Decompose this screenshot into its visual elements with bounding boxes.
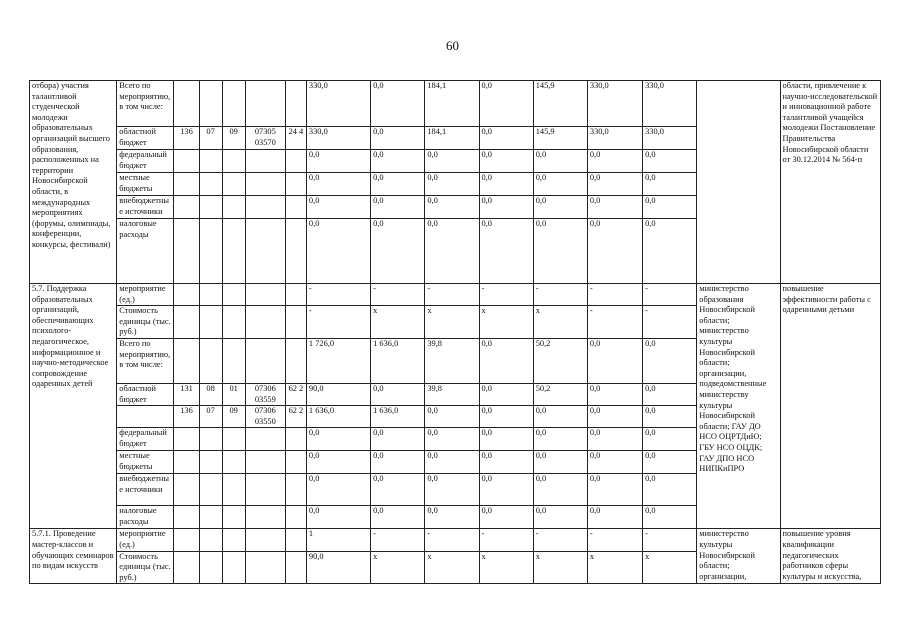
value-cell: - xyxy=(587,529,642,551)
budget-code-cell xyxy=(174,196,199,219)
value-cell: 0,0 xyxy=(587,383,642,405)
budget-code-cell xyxy=(285,474,306,506)
value-cell: 0,0 xyxy=(306,428,370,451)
budget-code-cell xyxy=(285,196,306,219)
budget-code-cell xyxy=(222,551,245,584)
value-cell: 0,0 xyxy=(643,173,697,196)
value-cell: - xyxy=(643,306,697,339)
value-cell: 0,0 xyxy=(306,150,370,173)
row-label-cell: федеральный бюджет xyxy=(117,428,174,451)
budget-code-cell xyxy=(174,338,199,383)
value-cell: x xyxy=(371,306,425,339)
value-cell: 330,0 xyxy=(643,81,697,127)
value-cell: x xyxy=(533,551,587,584)
budget-code-cell xyxy=(199,551,222,584)
budget-code-cell: 24 4 xyxy=(285,127,306,150)
budget-code-cell: 62 2 xyxy=(285,383,306,405)
row-label-cell: Всего по мероприятию, в том числе: xyxy=(117,338,174,383)
budget-code-cell xyxy=(285,529,306,551)
value-cell: 0,0 xyxy=(587,196,642,219)
value-cell: 0,0 xyxy=(533,406,587,428)
value-cell: 0,0 xyxy=(533,428,587,451)
result-cell: повышение эффективности работы с одаренными детьми xyxy=(780,284,880,529)
value-cell: 0,0 xyxy=(479,219,533,284)
row-label-cell: федеральный бюджет xyxy=(117,150,174,173)
budget-code-cell xyxy=(245,551,285,584)
budget-code-cell xyxy=(285,219,306,284)
value-cell: 0,0 xyxy=(533,196,587,219)
value-cell: 0,0 xyxy=(306,196,370,219)
value-cell: x xyxy=(533,306,587,339)
budget-code-cell xyxy=(285,284,306,306)
value-cell: 0,0 xyxy=(643,383,697,405)
budget-code-cell xyxy=(199,451,222,474)
budget-code-cell xyxy=(174,81,199,127)
budget-code-cell xyxy=(199,284,222,306)
budget-code-cell xyxy=(245,428,285,451)
value-cell: 0,0 xyxy=(643,196,697,219)
budget-code-cell xyxy=(222,196,245,219)
budget-code-cell xyxy=(222,338,245,383)
budget-code-cell: 62 2 xyxy=(285,406,306,428)
value-cell: 0,0 xyxy=(371,127,425,150)
row-label-cell xyxy=(117,406,174,428)
budget-code-cell: 01 xyxy=(222,383,245,405)
budget-code-cell xyxy=(174,150,199,173)
value-cell: 330,0 xyxy=(643,127,697,150)
value-cell: 0,0 xyxy=(371,150,425,173)
budget-code-cell: 07305 03570 xyxy=(245,127,285,150)
value-cell: 90,0 xyxy=(306,383,370,405)
value-cell: 1 636,0 xyxy=(371,338,425,383)
value-cell: 0,0 xyxy=(479,127,533,150)
budget-code-cell xyxy=(174,284,199,306)
value-cell: 0,0 xyxy=(643,451,697,474)
budget-code-cell: 136 xyxy=(174,406,199,428)
activity-title-cell: 5.7.1. Проведение мастер-классов и обучающих семинаров по видам искусств xyxy=(30,529,117,584)
executor-cell xyxy=(697,81,780,284)
row-label-cell: местные бюджеты xyxy=(117,173,174,196)
value-cell: 0,0 xyxy=(479,506,533,529)
value-cell: 0,0 xyxy=(533,219,587,284)
result-cell: области, привлечение к научно-исследовательской и инновационной работе талантливой учащейся молодежи Постановление Правительства Новосибирской области от 30.12.2014 № 564-п xyxy=(780,81,880,284)
budget-code-cell xyxy=(222,428,245,451)
value-cell: x xyxy=(425,306,479,339)
value-cell: 184,1 xyxy=(425,81,479,127)
value-cell: 0,0 xyxy=(425,150,479,173)
value-cell: 1 xyxy=(306,529,370,551)
budget-code-cell xyxy=(245,474,285,506)
budget-code-cell xyxy=(245,506,285,529)
budget-code-cell xyxy=(174,451,199,474)
row-label-cell: налоговые расходы xyxy=(117,506,174,529)
value-cell: 0,0 xyxy=(587,219,642,284)
value-cell: 330,0 xyxy=(587,127,642,150)
table-body xyxy=(30,81,881,584)
value-cell: 0,0 xyxy=(425,428,479,451)
row-label-cell: внебюджетные источники xyxy=(117,196,174,219)
budget-code-cell xyxy=(174,428,199,451)
value-cell: - xyxy=(479,529,533,551)
table-row xyxy=(30,284,881,306)
budget-code-cell xyxy=(199,306,222,339)
value-cell: x xyxy=(643,551,697,584)
budget-code-cell xyxy=(245,81,285,127)
row-label-cell: областной бюджет xyxy=(117,127,174,150)
budget-code-cell xyxy=(245,284,285,306)
budget-code-cell xyxy=(285,338,306,383)
budget-code-cell xyxy=(245,306,285,339)
value-cell: 0,0 xyxy=(587,506,642,529)
row-label-cell: Стоимость единицы (тыс. руб.) xyxy=(117,551,174,584)
value-cell: x xyxy=(479,551,533,584)
value-cell: 0,0 xyxy=(479,474,533,506)
value-cell: 0,0 xyxy=(533,173,587,196)
budget-code-cell xyxy=(285,173,306,196)
value-cell: 0,0 xyxy=(587,451,642,474)
value-cell: 0,0 xyxy=(643,474,697,506)
value-cell: 0,0 xyxy=(371,428,425,451)
budget-code-cell xyxy=(174,474,199,506)
value-cell: 330,0 xyxy=(306,81,370,127)
budget-table xyxy=(29,80,881,584)
budget-code-cell xyxy=(285,428,306,451)
budget-code-cell xyxy=(174,306,199,339)
value-cell: 0,0 xyxy=(371,474,425,506)
table-row xyxy=(30,81,881,127)
value-cell: 0,0 xyxy=(306,506,370,529)
value-cell: 0,0 xyxy=(587,406,642,428)
budget-code-cell xyxy=(285,306,306,339)
value-cell: 1 636,0 xyxy=(371,406,425,428)
page-number: 60 xyxy=(446,38,459,53)
value-cell: 0,0 xyxy=(479,150,533,173)
budget-code-cell xyxy=(222,306,245,339)
value-cell: 0,0 xyxy=(587,173,642,196)
value-cell: - xyxy=(371,529,425,551)
value-cell: 0,0 xyxy=(306,474,370,506)
table-row xyxy=(30,529,881,551)
budget-code-cell xyxy=(174,529,199,551)
row-label-cell: мероприятие (ед.) xyxy=(117,529,174,551)
value-cell: 0,0 xyxy=(533,474,587,506)
value-cell: - xyxy=(306,284,370,306)
budget-code-cell xyxy=(285,506,306,529)
budget-code-cell: 131 xyxy=(174,383,199,405)
value-cell: 0,0 xyxy=(306,173,370,196)
activity-title-cell: 5.7. Поддержка образовательных организаций, обеспечивающих психолого-педагогическое, информационное и научно-методическое сопровождение одаренных детей xyxy=(30,284,117,529)
budget-code-cell: 07 xyxy=(199,406,222,428)
value-cell: 0,0 xyxy=(479,338,533,383)
value-cell: 0,0 xyxy=(643,338,697,383)
budget-code-cell xyxy=(174,173,199,196)
budget-code-cell xyxy=(222,474,245,506)
value-cell: 0,0 xyxy=(371,506,425,529)
value-cell: 0,0 xyxy=(425,506,479,529)
value-cell: - xyxy=(533,284,587,306)
value-cell: 0,0 xyxy=(425,451,479,474)
budget-code-cell xyxy=(222,219,245,284)
row-label-cell: налоговые расходы xyxy=(117,219,174,284)
budget-code-cell xyxy=(199,529,222,551)
budget-code-cell xyxy=(199,506,222,529)
budget-code-cell xyxy=(245,451,285,474)
value-cell: 1 726,0 xyxy=(306,338,370,383)
row-label-cell: мероприятие (ед.) xyxy=(117,284,174,306)
value-cell: 0,0 xyxy=(371,451,425,474)
budget-code-cell xyxy=(199,474,222,506)
budget-code-cell xyxy=(199,428,222,451)
value-cell: 0,0 xyxy=(306,219,370,284)
budget-code-cell xyxy=(199,219,222,284)
value-cell: 0,0 xyxy=(643,406,697,428)
value-cell: 0,0 xyxy=(371,196,425,219)
value-cell: x xyxy=(425,551,479,584)
value-cell: - xyxy=(533,529,587,551)
value-cell: 184,1 xyxy=(425,127,479,150)
value-cell: 0,0 xyxy=(479,173,533,196)
value-cell: 145,9 xyxy=(533,127,587,150)
budget-code-cell xyxy=(222,506,245,529)
value-cell: 0,0 xyxy=(479,406,533,428)
value-cell: - xyxy=(587,306,642,339)
budget-code-cell xyxy=(222,173,245,196)
value-cell: 0,0 xyxy=(533,506,587,529)
value-cell: 39,8 xyxy=(425,338,479,383)
value-cell: 0,0 xyxy=(643,219,697,284)
row-label-cell: Всего по мероприятию, в том числе: xyxy=(117,81,174,127)
budget-code-cell xyxy=(245,150,285,173)
value-cell: - xyxy=(425,529,479,551)
value-cell: 0,0 xyxy=(425,219,479,284)
budget-code-cell xyxy=(245,338,285,383)
value-cell: 0,0 xyxy=(587,150,642,173)
value-cell: - xyxy=(425,284,479,306)
row-label-cell: областной бюджет xyxy=(117,383,174,405)
budget-code-cell xyxy=(222,81,245,127)
result-cell: повышение уровня квалификации педагогических работников сферы культуры и искусства, xyxy=(780,529,880,584)
value-cell: x xyxy=(479,306,533,339)
value-cell: 39,8 xyxy=(425,383,479,405)
budget-code-cell: 08 xyxy=(199,383,222,405)
row-label-cell: Стоимость единицы (тыс. руб.) xyxy=(117,306,174,339)
budget-code-cell xyxy=(174,219,199,284)
executor-cell: министерство культуры Новосибирской области; организации, xyxy=(697,529,780,584)
value-cell: 90,0 xyxy=(306,551,370,584)
value-cell: 0,0 xyxy=(587,338,642,383)
row-label-cell: местные бюджеты xyxy=(117,451,174,474)
budget-code-cell xyxy=(285,150,306,173)
budget-code-cell xyxy=(199,338,222,383)
value-cell: 0,0 xyxy=(306,451,370,474)
value-cell: 0,0 xyxy=(533,451,587,474)
value-cell: x xyxy=(371,551,425,584)
value-cell: 0,0 xyxy=(425,474,479,506)
budget-code-cell xyxy=(245,219,285,284)
value-cell: 0,0 xyxy=(479,451,533,474)
budget-code-cell xyxy=(199,173,222,196)
budget-code-cell: 07306 03550 xyxy=(245,406,285,428)
value-cell: 0,0 xyxy=(479,81,533,127)
value-cell: 0,0 xyxy=(643,506,697,529)
budget-code-cell: 09 xyxy=(222,127,245,150)
value-cell: - xyxy=(643,529,697,551)
value-cell: 0,0 xyxy=(371,219,425,284)
budget-code-cell xyxy=(222,451,245,474)
value-cell: 0,0 xyxy=(479,383,533,405)
budget-code-cell: 07306 03559 xyxy=(245,383,285,405)
value-cell: 0,0 xyxy=(479,428,533,451)
value-cell: 0,0 xyxy=(643,150,697,173)
budget-code-cell xyxy=(245,173,285,196)
executor-cell: министерство образования Новосибирской области; министерство культуры Новосибирской области; организации, подведомственные министерству культуры Новосибирской области; ГАУ ДО НСО ОЦРТДиЮ; ГБУ НСО ОЦДК; ГАУ ДПО НСО НИПКиПРО xyxy=(697,284,780,529)
value-cell: 330,0 xyxy=(587,81,642,127)
value-cell: 0,0 xyxy=(587,474,642,506)
budget-code-cell xyxy=(285,81,306,127)
budget-code-cell xyxy=(199,196,222,219)
budget-code-cell xyxy=(285,451,306,474)
value-cell: 0,0 xyxy=(371,173,425,196)
budget-code-cell xyxy=(222,150,245,173)
value-cell: 1 636,0 xyxy=(306,406,370,428)
value-cell: - xyxy=(587,284,642,306)
budget-code-cell xyxy=(245,196,285,219)
budget-code-cell xyxy=(199,150,222,173)
value-cell: 0,0 xyxy=(587,428,642,451)
budget-code-cell xyxy=(222,529,245,551)
value-cell: 0,0 xyxy=(643,428,697,451)
value-cell: 50,2 xyxy=(533,338,587,383)
value-cell: 0,0 xyxy=(425,406,479,428)
budget-code-cell xyxy=(285,551,306,584)
budget-code-cell xyxy=(174,506,199,529)
value-cell: 0,0 xyxy=(425,196,479,219)
budget-code-cell xyxy=(174,551,199,584)
value-cell: 0,0 xyxy=(533,150,587,173)
value-cell: 0,0 xyxy=(425,173,479,196)
budget-code-cell xyxy=(199,81,222,127)
value-cell: - xyxy=(306,306,370,339)
activity-title-cell: отбора) участия талантливой студенческой молодежи образовательных организаций высшего образования, расположенных на территории Новосибирской области, в международных мероприятиях (форумы, олимпиады, конференции, конкурсы, фестивали) xyxy=(30,81,117,284)
value-cell: 50,2 xyxy=(533,383,587,405)
value-cell: - xyxy=(479,284,533,306)
budget-code-cell xyxy=(222,284,245,306)
value-cell: - xyxy=(371,284,425,306)
budget-code-cell: 07 xyxy=(199,127,222,150)
value-cell: x xyxy=(587,551,642,584)
value-cell: 330,0 xyxy=(306,127,370,150)
value-cell: 0,0 xyxy=(479,196,533,219)
value-cell: 0,0 xyxy=(371,81,425,127)
value-cell: - xyxy=(643,284,697,306)
value-cell: 145,9 xyxy=(533,81,587,127)
value-cell: 0,0 xyxy=(371,383,425,405)
budget-code-cell: 136 xyxy=(174,127,199,150)
budget-code-cell xyxy=(245,529,285,551)
row-label-cell: внебюджетные источники xyxy=(117,474,174,506)
budget-code-cell: 09 xyxy=(222,406,245,428)
